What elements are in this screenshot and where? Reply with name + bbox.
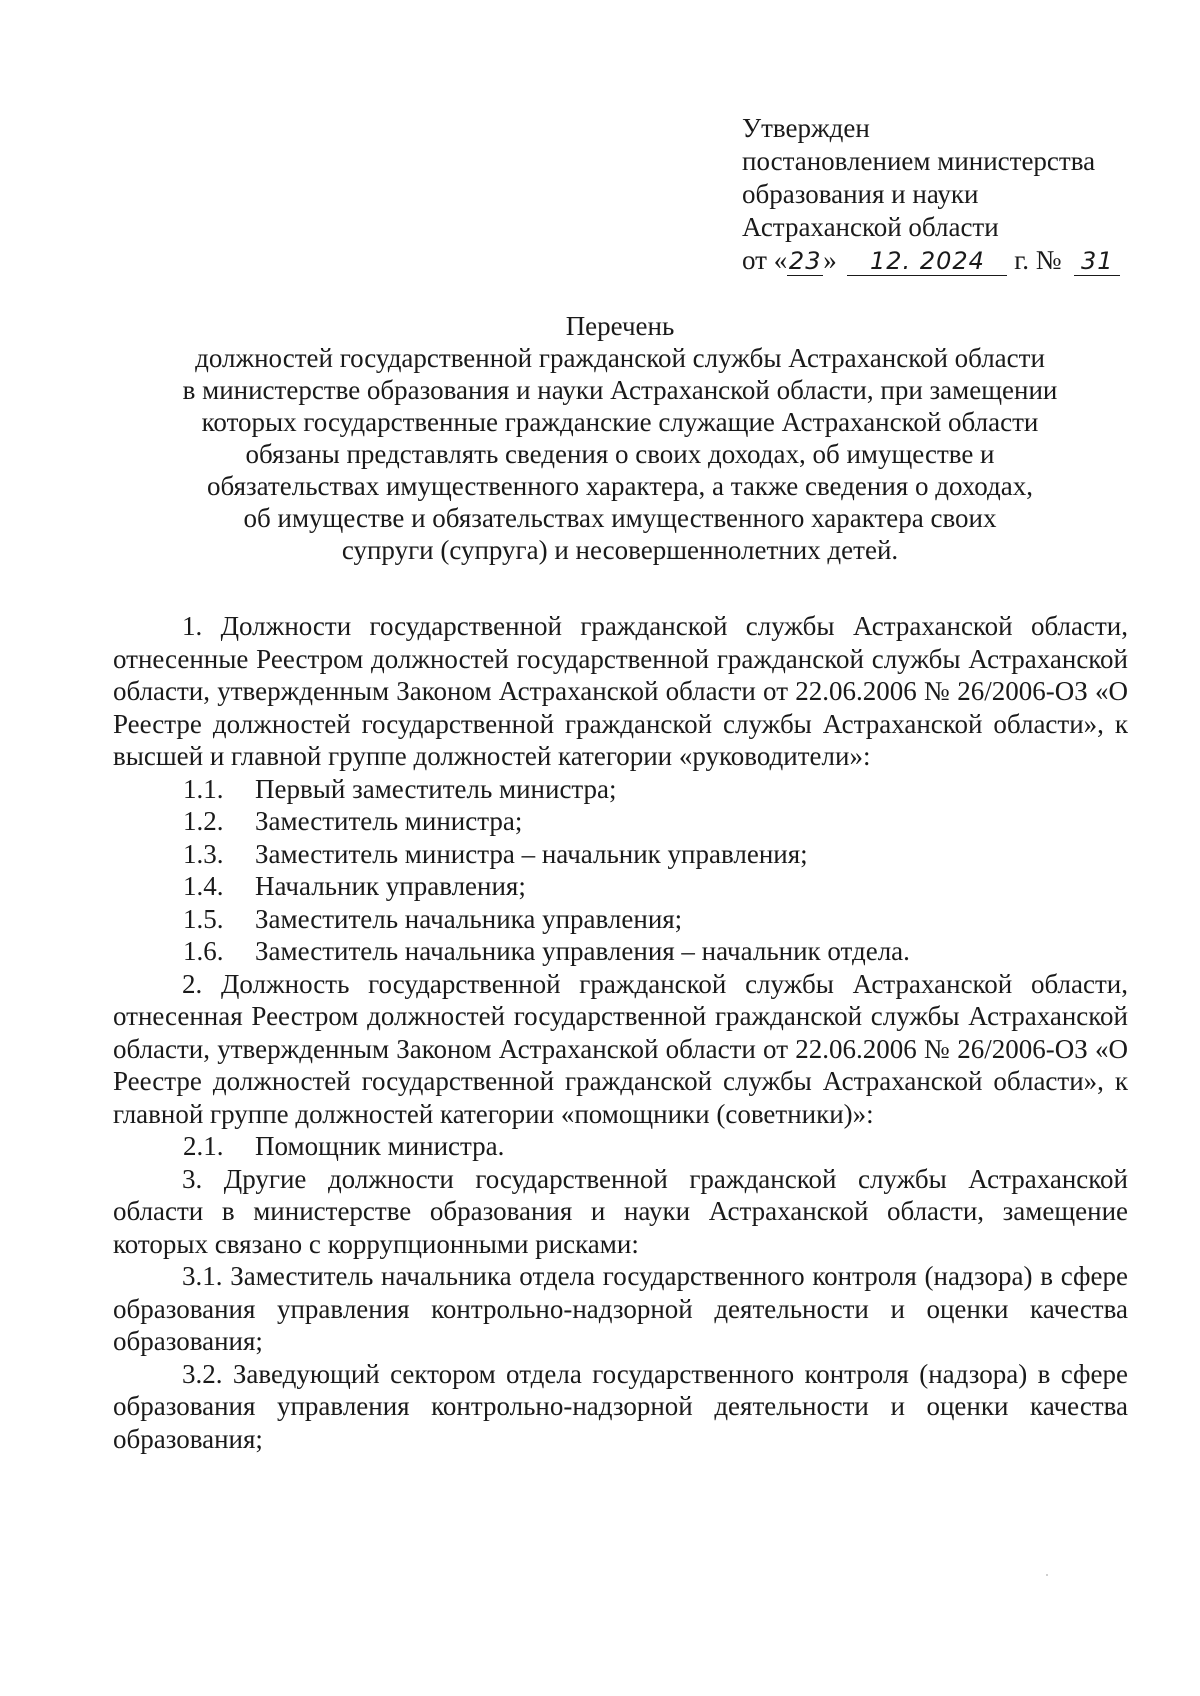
title-line: должностей государственной гражданской службы Астраханской области [195,343,1045,373]
approval-date-line [742,244,1162,277]
document-title [110,310,1130,566]
item-text: Помощник министра. [255,1131,505,1161]
title-line: супруги (супруга) и несовершеннолетних детей. [341,535,899,565]
approval-line-2: постановлением министерства [742,146,1096,176]
document-body [113,610,1128,1455]
list-item [113,935,1128,968]
item-text: Первый заместитель министра; [255,773,617,804]
item-number: 1.4. [183,871,224,901]
item-number: 2.1. [183,1131,224,1161]
date-quote-close: » [823,245,837,275]
approval-line-1: Утвержден [742,113,870,143]
year-number-label: г. № [1014,245,1062,275]
section-3-paragraph: 3. Другие должности государственной гражданской службы Астраханской области в министерстве образования и науки Астраханской области, замещение которых связано с коррупционными рисками: [113,1163,1128,1259]
item-text: Начальник управления; [255,871,526,901]
scan-artifact [1046,1574,1048,1576]
section-3-1-paragraph: 3.1. Заместитель начальника отдела государственного контроля (надзора) в сфере образования управления контрольно-надзорной деятельности и оценки качества образования; [113,1261,1128,1356]
item-number: 1.6. [183,936,224,966]
item-text: Заместитель министра – начальник управления; [255,838,808,869]
approval-block [742,112,1162,277]
title-line: которых государственные гражданские служащие Астраханской области [201,407,1039,437]
list-item [113,805,1128,838]
list-item [113,838,1128,871]
item-number: 1.5. [183,903,224,934]
item-text: Заместитель начальника управления – начальник отдела. [255,936,910,966]
section-3-2-paragraph: 3.2. Заведующий сектором отдела государственного контроля (надзора) в сфере образования управления контрольно-надзорной деятельности и оценки качества образования; [113,1358,1128,1454]
title-line: обязательствах имущественного характера, а также сведения о доходах, [207,471,1033,501]
title-line: об имуществе и обязательствах имущественного характера своих [243,503,997,533]
item-text: Заместитель министра; [255,806,523,836]
title-heading: Перечень [565,311,675,341]
handwritten-day: 23 [788,247,822,275]
item-number: 1.2. [183,806,224,836]
section-2-paragraph: 2. Должность государственной гражданской службы Астраханской области, отнесенная Реестром должностей государственной гражданской службы Астраханской области, утвержденным Законом Астраханской области от 22.06.2006 № 26/2006-ОЗ «О Реестре должностей государственной гражданской службы Астраханской области», к главной группе должностей категории «помощники (советники)»: [113,968,1128,1129]
item-number: 1.3. [183,838,224,869]
date-prefix: от « [742,245,788,275]
title-line: обязаны представлять сведения о своих доходах, об имуществе и [245,439,995,469]
section-1-paragraph: 1. Должности государственной гражданской службы Астраханской области, отнесенные Реестром должностей государственной гражданской службы Астраханской области, утвержденным Законом Астраханской области от 22.06.2006 № 26/2006-ОЗ «О Реестре должностей государственной гражданской службы Астраханской области», к высшей и главной группе должностей категории «руководители»: [113,611,1128,771]
list-item [113,903,1128,936]
list-item [113,870,1128,903]
list-item [113,773,1128,806]
title-line: в министерстве образования и науки Астраханской области, при замещении [182,375,1058,405]
handwritten-month-year: 12. 2024 [847,247,1007,276]
approval-line-3: образования и науки [742,179,979,209]
approval-line-4: Астраханской области [742,212,999,242]
handwritten-number: 31 [1074,247,1120,276]
item-number: 1.1. [183,773,224,804]
item-text: Заместитель начальника управления; [255,903,683,934]
list-item [113,1130,1128,1163]
